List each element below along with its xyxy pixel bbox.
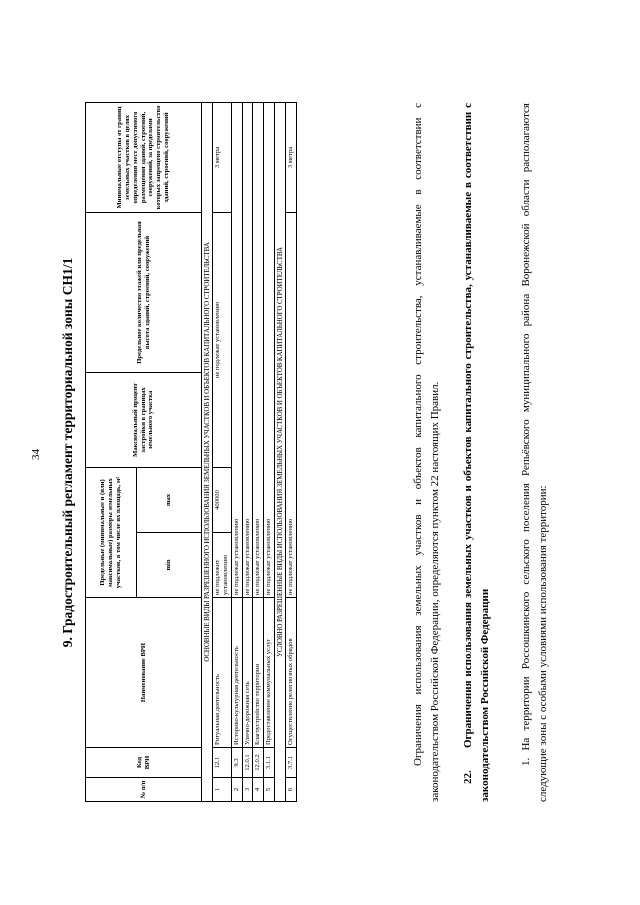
cell-code: 9.3 [231,748,242,778]
section-main-uses: ОСНОВНЫЕ ВИДЫ РАЗРЕШЕННОГО ИСПОЛЬЗОВАНИЯ ЗЕМЕЛЬНЫХ УЧАСТКОВ И ОБЪЕКТОВ КАПИТАЛЬНОГО СТРОИТЕЛЬСТВА [202,103,213,802]
table-row [253,103,264,802]
header-name: Наименование ВРИ [86,598,202,748]
table-section-row [274,103,285,802]
table-row [213,103,232,802]
cell-name: Осуществление религиозных обрядов [286,598,297,748]
section-conditional-uses: УСЛОВНО РАЗРЕШЕННЫЕ ВИДЫ ИСПОЛЬЗОВАНИЯ ЗЕМЕЛЬНЫХ УЧАСТКОВ И ОБЪЕКТОВ КАПИТАЛЬНОГО СТРОИТЕЛЬСТВА [274,103,285,802]
cell-percent-floors: не подлежат установлению [213,213,232,468]
header-num: № п/п [86,778,202,802]
paragraph-zones: 1. На территории Россошкинского сельского поселения Репьёвского муниципального района Воронежской области располагаются следующие зоны с особыми условиями использования территории: [520,103,549,802]
cell-num: 4 [253,778,264,802]
table-row [242,103,253,802]
table-section-row [202,103,213,802]
cell-num: 2 [231,778,242,802]
header-size: Предельные (минимальные и (или) максимальные) размеры земельных участков, в том числе их площадь, м² [86,468,137,598]
cell-name: Историко-культурная деятельность [231,598,242,748]
header-max: max [137,468,202,533]
cell-name: Благоустройство территории [253,598,264,748]
cell-setback: 3 метра [213,103,232,213]
table-header-row [86,103,137,802]
cell-code: 3.1.1 [264,748,275,778]
zone-regulation-table [85,102,297,802]
cell-min: не подлежит установлению [213,533,232,598]
cell-name: Ритуальная деятельность [213,598,232,748]
cell-name: Улично-дорожная сеть [242,598,253,748]
section-22-title: Ограничения использования земельных участков и объектов капитального строительства, устанавливаемые в соответствии с законодательством Российской Федерации [462,103,491,802]
header-code: Код ВРИ [86,748,202,778]
page-number: 34 [30,449,42,460]
cell-not-set: не подлежат установлению [286,213,297,598]
header-percent: Максимальный процент застройки в границах земельного участка [86,373,202,468]
cell-not-set: не подлежат установлению [231,103,242,598]
header-setbacks: Минимальные отступы от границ земельных участков в целях определения мест допустимого размещения зданий, строений, сооружений, за пределами которых запрещено строительство зданий, строений, сооружений [86,103,202,213]
cell-num: 5 [264,778,275,802]
cell-code: 12.0.2 [253,748,264,778]
cell-max: 400000 [213,468,232,533]
cell-not-set: не подлежат установлению [264,103,275,598]
table-row [286,103,297,802]
header-floors: Предельное количество этажей или предельная высота зданий, строений, сооружений [86,213,202,373]
header-min: min [137,533,202,598]
table-row [231,103,242,802]
cell-code: 3.7.1 [286,748,297,778]
cell-num: 1 [213,778,232,802]
cell-not-set: не подлежат установлению [242,103,253,598]
cell-name: Предоставление коммунальных услуг [264,598,275,748]
section-heading: 9. Градостроительный регламент территориальной зоны СН1/1 [60,257,75,648]
section-22-heading [460,103,493,802]
cell-setback: 3 метра [286,103,297,213]
cell-code: 12.1 [213,748,232,778]
cell-num: 6 [286,778,297,802]
cell-num: 3 [242,778,253,802]
table-row [264,103,275,802]
section-22-number: 22. [462,770,474,784]
cell-not-set: не подлежат установлению [253,103,264,598]
paragraph-restrictions: Ограничения использования земельных участков и объектов капитального строительства, устанавливаемые в соответствии с законодательством Российской Федерации, определяются пунктом 22 настоящих Правил. [412,103,441,802]
cell-code: 12.0.1 [242,748,253,778]
